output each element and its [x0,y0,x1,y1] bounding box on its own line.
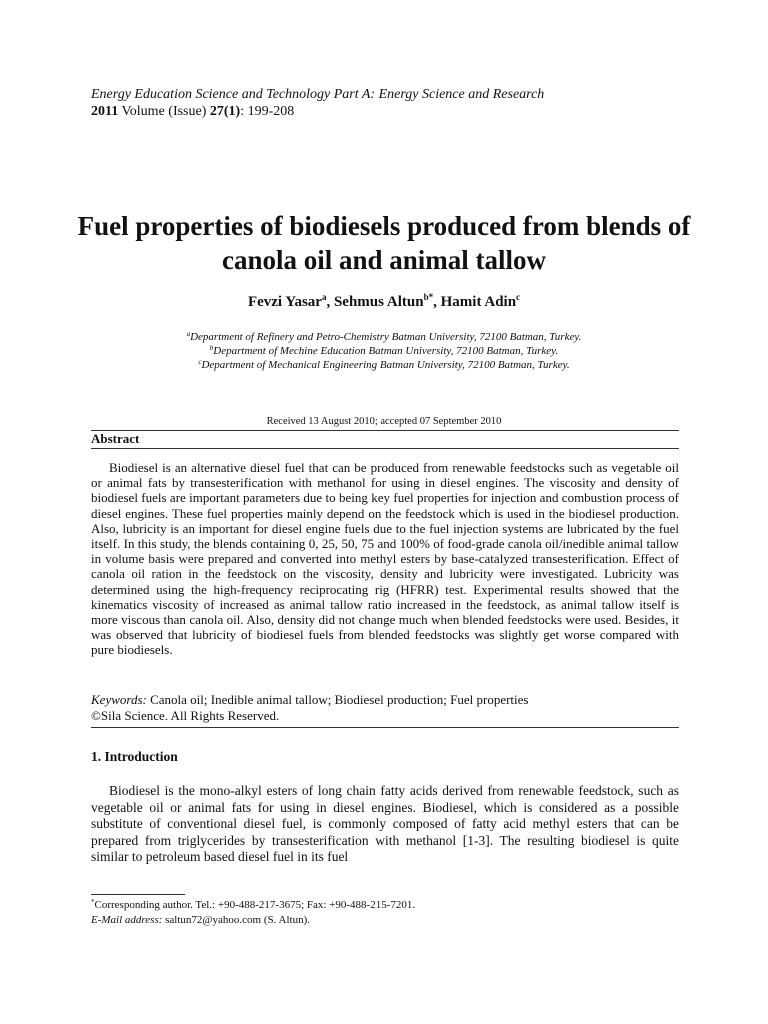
affiliation-marker: c [198,358,202,366]
introduction-text: Biodiesel is the mono-alkyl esters of long chain fatty acids derived from renewable feedstock, such as vegetable oil or animal fats for using in diesel engines. Biodiesel, which is considered as a possible substitute of conventional diesel fuel, is commonly composed of fatty acid methyl esters that can be prepared from triglycerides by transesterification with methanol [1-3]. The resulting biodiesel is quite similar to petroleum based diesel fuel in its fuel [91,783,679,865]
affiliation-text: Department of Mechine Education Batman University, 72100 Batman, Turkey. [213,345,559,357]
publication-year: 2011 [91,104,119,119]
affiliation-marker: a [186,330,191,338]
keywords-text: Canola oil; Inedible animal tallow; Biodiesel production; Fuel properties [146,692,529,707]
affiliation-list [60,330,708,372]
paper-title: Fuel properties of biodiesels produced from blends of canola oil and animal tallow [77,211,691,275]
abstract-heading: Abstract [91,431,140,446]
keywords-label: Keywords: [91,692,147,707]
author-list [60,292,708,312]
abstract-bottom-divider [91,727,679,728]
email-note [91,913,310,927]
author-affil-marker: c [516,292,521,302]
volume-info [91,103,294,120]
author-affil-marker: b* [423,292,434,302]
author-name: Hamit Adin [440,294,517,310]
journal-name: Energy Education Science and Technology Part A: Energy Science and Research [91,87,545,102]
volume-label: Volume (Issue) [118,104,210,119]
affiliation-marker: b [209,344,214,352]
section-heading-introduction: 1. Introduction [91,749,178,764]
page-range: : 199-208 [240,104,295,119]
author-name: Sehmus Altun [333,294,424,310]
volume-issue: 27(1) [209,104,241,119]
author-separator: , [326,294,334,310]
footnote-divider [91,894,185,895]
abstract-top-divider [91,430,679,431]
keywords [91,692,528,707]
copyright-notice: ©Sila Science. All Rights Reserved. [91,708,280,723]
abstract-text: Biodiesel is an alternative diesel fuel that can be produced from renewable feedstocks such as vegetable oil or animal fats by transesterification with methanol for using in diesel engines. The viscosity and density of biodiesel fuels are important parameters due to being key fuel properties for injection and combustion process of diesel engines. These fuel properties mainly depend on the feedstock which is used in the biodiesel production. Also, lubricity is an important for diesel engine fuels due to the fuel injection systems are lubricated by the fuel itself. In this study, the blends containing 0, 25, 50, 75 and 100% of food-grade canola oil/inedible animal tallow in volume basis were prepared and converted into methyl esters by base-catalyzed transesterification. Effect of canola oil ration in the feedstock on the viscosity, density and lubricity were investigated. Lubricity was determined using the high-frequency reciprocating rig (HFRR) test. Experimental results showed that the kinematics viscosity of increased as animal tallow ratio increased in the feedstock, as animal tallow itself is more viscous than canola oil. Also, density did not change much when blended feedstocks were used. Besides, it was observed that lubricity of biodiesel fuels from blended feedstocks was slightly get worse compared with pure biodiesels. [91,460,679,658]
affiliation-item [60,344,708,358]
corresponding-author-text: Corresponding author. Tel.: +90-488-217-3675; Fax: +90-488-215-7201. [94,899,416,911]
author-name: Fevzi Yasar [247,294,322,310]
affiliation-text: Department of Refinery and Petro-Chemistry Batman University, 72100 Batman, Turkey. [190,331,582,343]
email-address: saltun72@yahoo.com (S. Altun). [162,914,311,926]
affiliation-item [60,330,708,344]
author-affil-marker: a [321,292,327,302]
author-separator: , [433,294,441,310]
affiliation-text: Department of Mechanical Engineering Batman University, 72100 Batman, Turkey. [201,359,570,371]
received-dates: Received 13 August 2010; accepted 07 September 2010 [266,416,502,427]
footnote-marker: * [91,898,95,906]
email-label: E-Mail address: [91,914,163,926]
abstract-heading-divider [91,448,679,449]
corresponding-author-note [91,898,415,912]
affiliation-item [60,358,708,372]
